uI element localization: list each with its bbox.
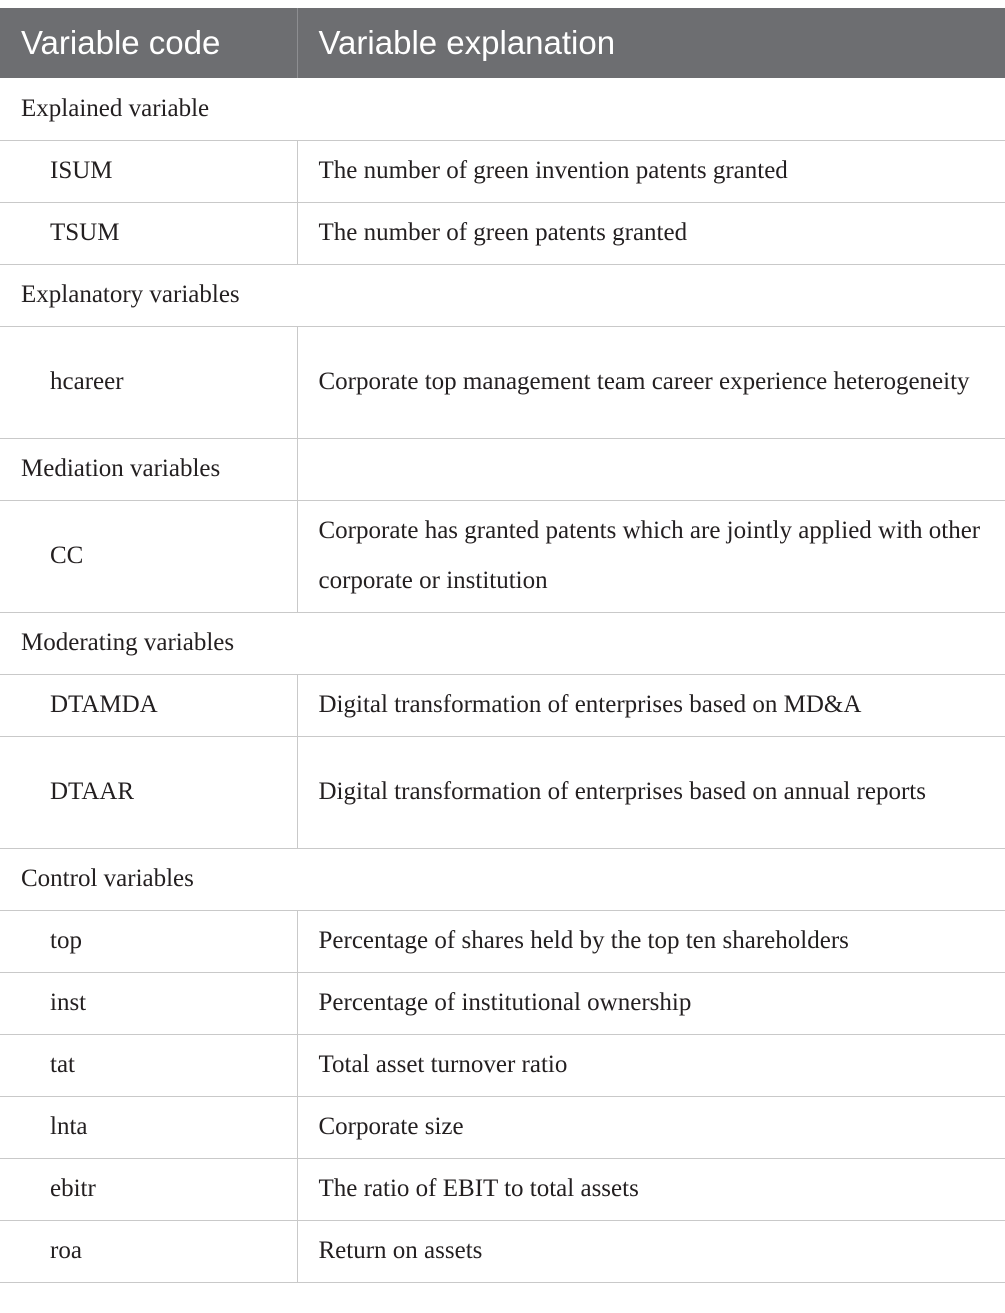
section-row	[0, 78, 1005, 140]
section-title: Explanatory variables	[0, 264, 1005, 326]
variable-code: tat	[0, 1034, 297, 1096]
variable-code: DTAAR	[0, 736, 297, 848]
variable-code: ebitr	[0, 1158, 297, 1220]
section-title: Mediation variables	[0, 438, 297, 500]
variable-code: ISUM	[0, 140, 297, 202]
variable-code: CC	[0, 500, 297, 612]
section-row	[0, 264, 1005, 326]
variable-explanation: Percentage of institutional ownership	[297, 972, 1005, 1034]
table-row	[0, 736, 1005, 848]
section-empty-cell	[297, 438, 1005, 500]
section-row	[0, 438, 1005, 500]
header-variable-explanation: Variable explanation	[318, 24, 616, 61]
section-row	[0, 612, 1005, 674]
variable-explanation: The ratio of EBIT to total assets	[297, 1158, 1005, 1220]
variable-explanation: Digital transformation of enterprises based on annual reports	[297, 736, 1005, 848]
variable-explanation: Corporate has granted patents which are jointly applied with other corporate or institution	[297, 500, 1005, 612]
variable-code: hcareer	[0, 326, 297, 438]
variable-explanation: Digital transformation of enterprises based on MD&A	[297, 674, 1005, 736]
section-title: Moderating variables	[0, 612, 1005, 674]
section-title: Explained variable	[0, 78, 1005, 140]
table-row	[0, 1158, 1005, 1220]
variable-code: inst	[0, 972, 297, 1034]
table-row	[0, 1034, 1005, 1096]
variable-explanation: The number of green invention patents granted	[297, 140, 1005, 202]
table-row	[0, 202, 1005, 264]
variable-code: DTAMDA	[0, 674, 297, 736]
variables-table	[0, 8, 1005, 1283]
variable-explanation: Total asset turnover ratio	[297, 1034, 1005, 1096]
table-row	[0, 140, 1005, 202]
table-row	[0, 674, 1005, 736]
table-row	[0, 972, 1005, 1034]
table-row	[0, 910, 1005, 972]
variable-explanation: The number of green patents granted	[297, 202, 1005, 264]
variable-explanation: Corporate size	[297, 1096, 1005, 1158]
variable-explanation: Return on assets	[297, 1220, 1005, 1282]
variable-code: TSUM	[0, 202, 297, 264]
section-title: Control variables	[0, 848, 1005, 910]
variable-code: lnta	[0, 1096, 297, 1158]
header-variable-code: Variable code	[0, 8, 297, 78]
section-row	[0, 848, 1005, 910]
table-header-row	[0, 8, 1005, 78]
variable-code: top	[0, 910, 297, 972]
table-row	[0, 1096, 1005, 1158]
variable-code: roa	[0, 1220, 297, 1282]
variable-explanation: Percentage of shares held by the top ten shareholders	[297, 910, 1005, 972]
table-row	[0, 326, 1005, 438]
table-row	[0, 1220, 1005, 1282]
table-row	[0, 500, 1005, 612]
variable-explanation: Corporate top management team career experience heterogeneity	[297, 326, 1005, 438]
